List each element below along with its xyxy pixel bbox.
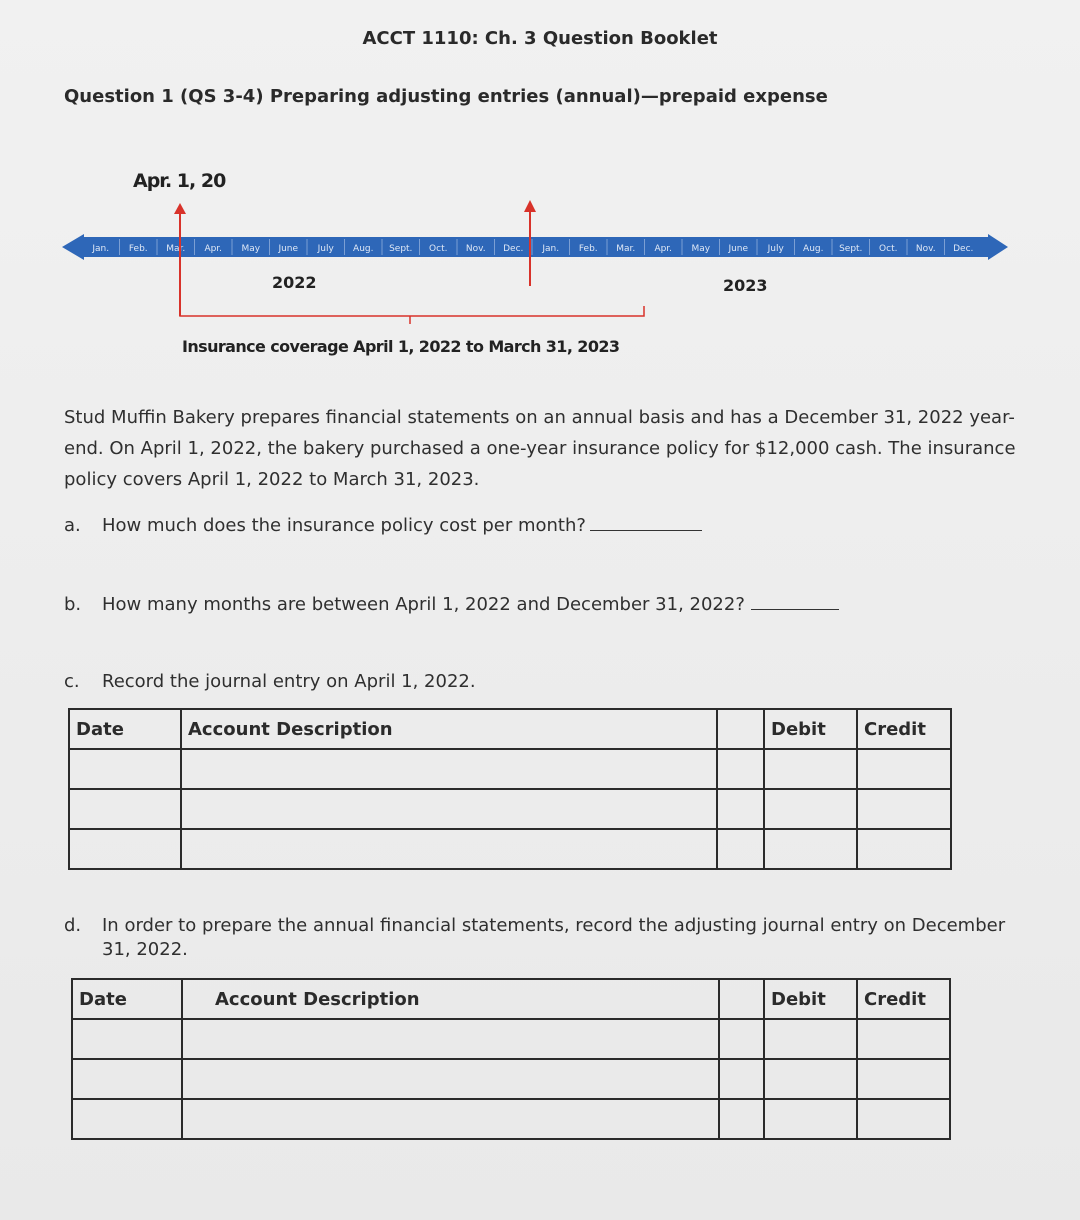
timeline-month-label: Apr.	[654, 244, 673, 254]
timeline-month-label: Mar.	[166, 244, 186, 254]
timeline-month-label: June	[278, 244, 299, 254]
header-debit: Debit	[764, 979, 857, 1019]
timeline-month-label: Oct.	[879, 244, 898, 254]
timeline-month-label: Oct.	[429, 244, 448, 254]
problem-statement: Stud Muffin Bakery prepares financial statements on an annual basis and has a December 31, 2022 year-end. On April 1, 2022, the bakery purchased a one-year insurance policy for $12,000 cash. The insurance policy covers April 1, 2022 to March 31, 2023.	[64, 407, 1016, 490]
debit-cell[interactable]	[764, 789, 857, 829]
credit-cell[interactable]	[857, 1019, 950, 1059]
account-cell[interactable]	[182, 1099, 719, 1139]
header-date: Date	[72, 979, 182, 1019]
question-d-text: In order to prepare the annual financial statements, record the adjusting journal entry on December 31, 2022.	[102, 915, 1006, 960]
header-credit: Credit	[857, 979, 950, 1019]
debit-cell[interactable]	[764, 1059, 857, 1099]
answer-a-blank[interactable]	[590, 512, 702, 531]
table-row	[69, 789, 951, 829]
table-row	[69, 829, 951, 869]
timeline-month-label: Dec.	[953, 244, 974, 254]
credit-cell[interactable]	[857, 789, 951, 829]
question-d	[64, 914, 1039, 962]
journal-table-c	[68, 708, 952, 870]
timeline-month-label: July	[767, 244, 784, 254]
journal-table-d-header	[72, 979, 950, 1019]
date-cell[interactable]	[72, 1019, 182, 1059]
question-b	[64, 591, 839, 615]
header-date: Date	[69, 709, 181, 749]
question-title: Question 1 (QS 3-4) Preparing adjusting entries (annual)—prepaid expense	[64, 86, 828, 107]
account-cell[interactable]	[181, 789, 717, 829]
question-c-letter: c.	[64, 671, 80, 692]
timeline-month-label: July	[317, 244, 334, 254]
account-cell[interactable]	[181, 749, 717, 789]
date-cell[interactable]	[69, 829, 181, 869]
timeline-month-label: Feb.	[578, 244, 598, 254]
header-debit: Debit	[764, 709, 857, 749]
table-row	[72, 1099, 950, 1139]
blank-cell[interactable]	[717, 749, 764, 789]
blank-cell[interactable]	[719, 1059, 764, 1099]
timeline-month-label: Aug.	[353, 244, 374, 254]
timeline-month-label: Jan.	[542, 244, 560, 254]
timeline	[0, 0, 1080, 340]
timeline-month-label: June	[728, 244, 749, 254]
timeline-month-label: Jan.	[92, 244, 110, 254]
timeline-month-label: Sept.	[389, 244, 413, 254]
timeline-month-label: Nov.	[465, 244, 486, 254]
journal-table-c-header	[69, 709, 951, 749]
timeline-month-label: May	[241, 244, 261, 254]
apr-1-marker-arrowhead	[174, 203, 186, 214]
credit-cell[interactable]	[857, 749, 951, 789]
table-row	[69, 749, 951, 789]
timeline-month-label: Dec.	[503, 244, 524, 254]
credit-cell[interactable]	[857, 829, 951, 869]
question-b-letter: b.	[64, 594, 82, 615]
account-cell[interactable]	[181, 829, 717, 869]
blank-cell[interactable]	[719, 1099, 764, 1139]
header-account-description: Account Description	[182, 979, 719, 1019]
header-credit: Credit	[857, 709, 951, 749]
table-row	[72, 1019, 950, 1059]
blank-cell[interactable]	[717, 829, 764, 869]
year-2023-label: 2023	[723, 276, 768, 295]
date-cell[interactable]	[72, 1099, 182, 1139]
timeline-month-label: May	[691, 244, 711, 254]
answer-b-blank[interactable]	[751, 591, 839, 610]
timeline-month-label: Sept.	[839, 244, 863, 254]
year-2022-label: 2022	[272, 273, 317, 292]
header-blank	[717, 709, 764, 749]
blank-cell[interactable]	[717, 789, 764, 829]
credit-cell[interactable]	[857, 1059, 950, 1099]
timeline-month-label: Mar.	[616, 244, 636, 254]
account-cell[interactable]	[182, 1059, 719, 1099]
timeline-month-label: Nov.	[915, 244, 936, 254]
debit-cell[interactable]	[764, 1099, 857, 1139]
blank-cell[interactable]	[719, 1019, 764, 1059]
date-cell[interactable]	[69, 749, 181, 789]
date-cell[interactable]	[72, 1059, 182, 1099]
timeline-month-label: Aug.	[803, 244, 824, 254]
question-a	[64, 512, 702, 536]
timeline-start-label: Apr. 1, 20	[133, 170, 226, 192]
debit-cell[interactable]	[764, 1019, 857, 1059]
dec-31-marker-arrowhead	[524, 200, 536, 212]
timeline-month-label: Feb.	[128, 244, 148, 254]
table-row	[72, 1059, 950, 1099]
header-account-description: Account Description	[181, 709, 717, 749]
journal-table-d	[71, 978, 951, 1140]
debit-cell[interactable]	[764, 829, 857, 869]
question-c-text: Record the journal entry on April 1, 2022.	[102, 671, 476, 692]
coverage-bracket	[180, 306, 644, 316]
credit-cell[interactable]	[857, 1099, 950, 1139]
question-a-text: How much does the insurance policy cost per month?	[102, 515, 586, 536]
booklet-header: ACCT 1110: Ch. 3 Question Booklet	[362, 28, 718, 49]
debit-cell[interactable]	[764, 749, 857, 789]
timeline-month-label: Apr.	[204, 244, 223, 254]
question-b-text: How many months are between April 1, 2022 and December 31, 2022?	[102, 594, 745, 615]
account-cell[interactable]	[182, 1019, 719, 1059]
date-cell[interactable]	[69, 789, 181, 829]
question-d-letter: d.	[64, 915, 82, 936]
header-blank	[719, 979, 764, 1019]
question-a-letter: a.	[64, 515, 81, 536]
coverage-label: Insurance coverage April 1, 2022 to March 31, 2023	[182, 337, 620, 356]
question-c	[64, 671, 476, 692]
